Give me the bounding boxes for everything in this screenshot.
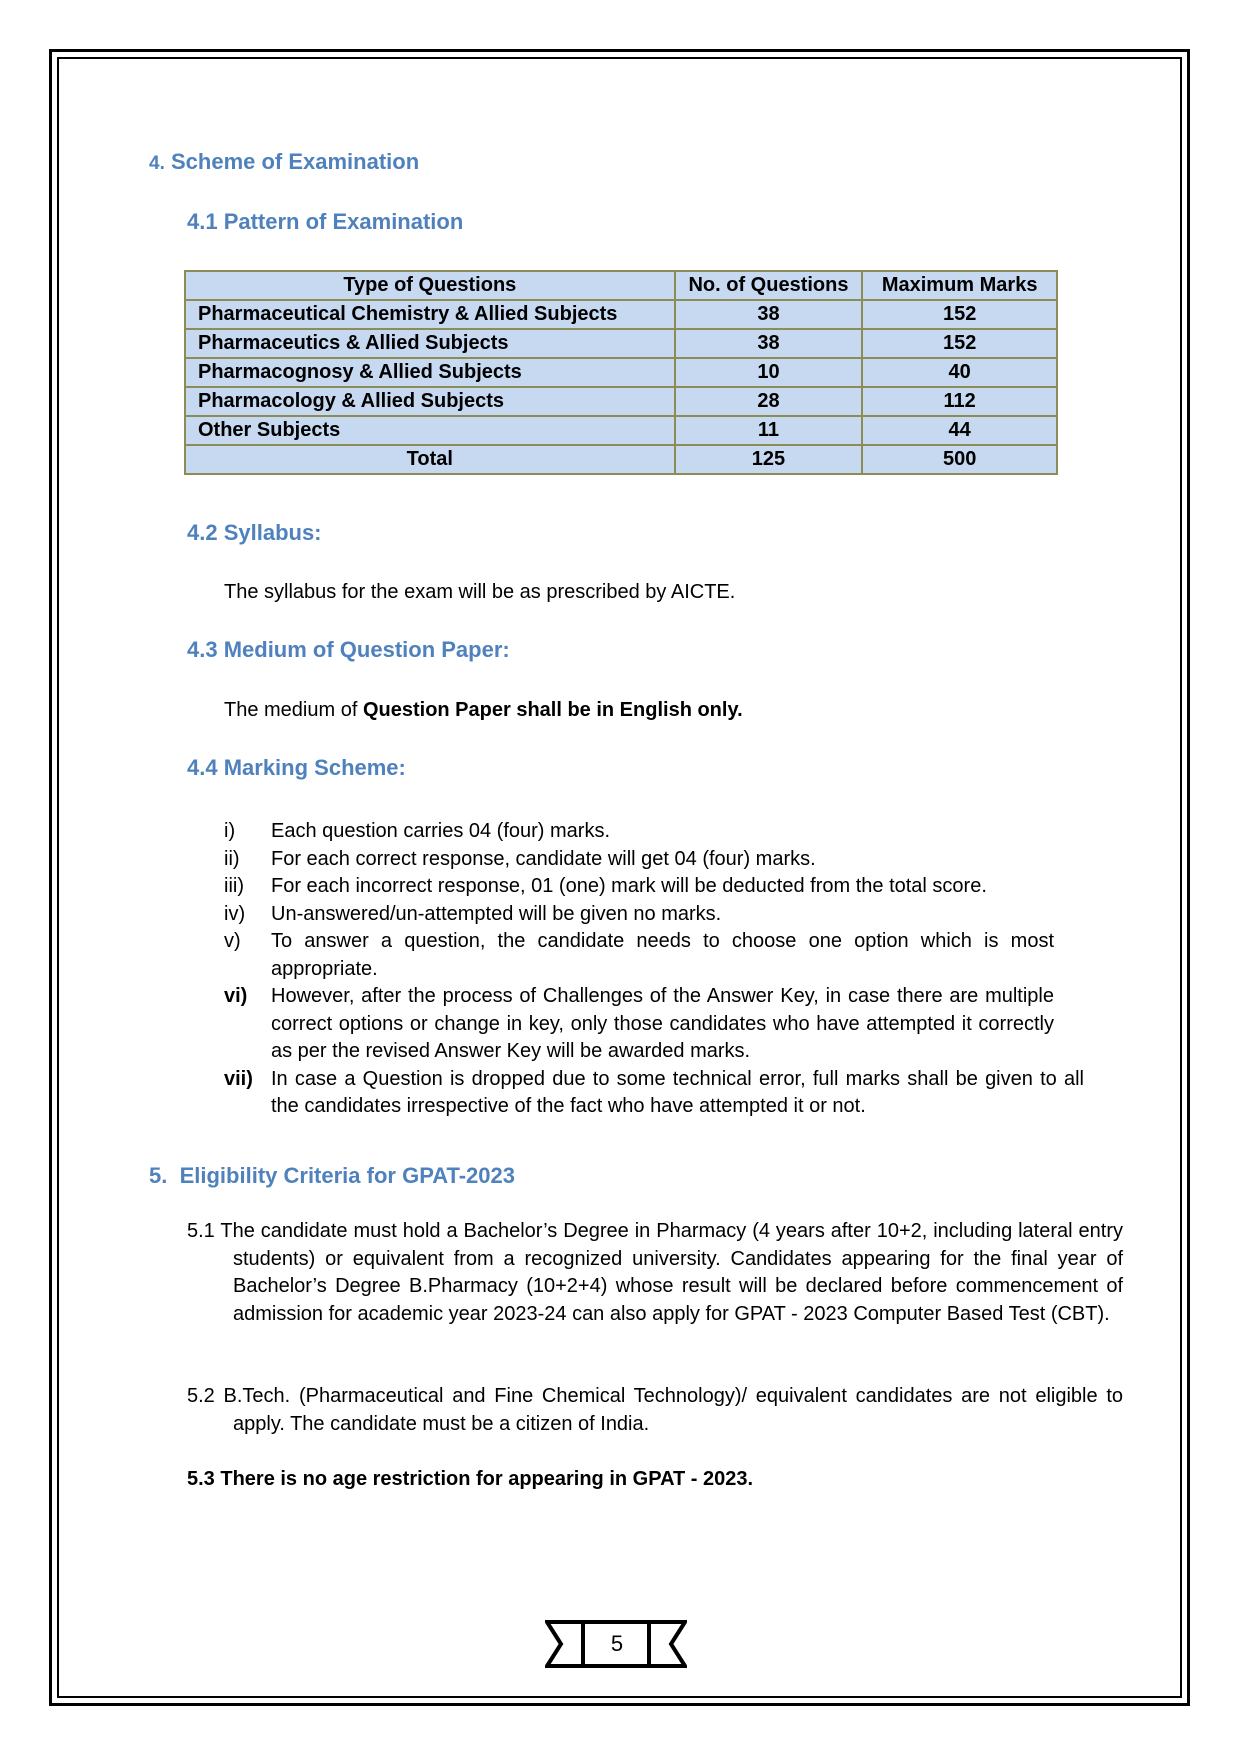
question-count: 38 (675, 329, 863, 358)
question-type: Pharmaceutical Chemistry & Allied Subjects (185, 300, 675, 329)
item-number: vi) (224, 985, 248, 1007)
item-number: i) (224, 820, 236, 842)
marking-heading: 4.4 Marking Scheme: (187, 755, 406, 780)
page-number: 5 (610, 1631, 624, 1656)
list-item (224, 846, 1084, 874)
question-count: 11 (675, 416, 863, 445)
list-item (224, 1066, 1084, 1121)
table-row (185, 387, 1057, 416)
max-marks: 152 (862, 300, 1057, 329)
medium-text-bold: Question Paper shall be in English only. (362, 699, 743, 721)
item-text: Un-answered/un-attempted will be given no marks. (271, 902, 722, 925)
section-4-title: Scheme of Examination (170, 149, 420, 174)
medium-heading: 4.3 Medium of Question Paper: (187, 637, 510, 662)
item-number: iii) (224, 875, 244, 897)
table-row (185, 358, 1057, 387)
question-count: 10 (675, 358, 863, 387)
table-row (185, 329, 1057, 358)
section-5-heading (149, 1163, 515, 1189)
column-header: Maximum Marks (862, 271, 1057, 300)
max-marks: 44 (862, 416, 1057, 445)
item-text: For each correct response, candidate will get 04 (four) marks. (271, 847, 816, 870)
item-text: However, after the process of Challenges of the Answer Key, in case there are multiple correct options or change in key, only those candidates who have attempted it correctly as per the revised Answer Key will be awarded marks. (271, 985, 1054, 1062)
question-type: Other Subjects (185, 416, 675, 445)
list-item (224, 818, 1084, 846)
section-5-title: Eligibility Criteria for GPAT-2023 (179, 1163, 515, 1188)
item-text: Each question carries 04 (four) marks. (271, 820, 611, 842)
item-text: To answer a question, the candidate needs to choose one option which is most appropriate. (271, 930, 1054, 980)
table-total-row (185, 445, 1057, 474)
item-number: vii) (224, 1067, 253, 1090)
syllabus-text: The syllabus for the exam will be as prescribed by AICTE. (224, 581, 736, 603)
pattern-heading: 4.1 Pattern of Examination (187, 209, 464, 234)
medium-text (224, 696, 743, 724)
marking-list (224, 818, 1084, 1121)
section-4-number: 4. (149, 153, 165, 174)
max-marks: 112 (862, 387, 1057, 416)
column-header: No. of Questions (675, 271, 863, 300)
total-marks: 500 (862, 445, 1057, 474)
item-number: ii) (224, 847, 240, 870)
column-header: Type of Questions (185, 271, 675, 300)
table-row (185, 300, 1057, 329)
list-item (224, 983, 1084, 1066)
eligibility-item-3: 5.3 There is no age restriction for appearing in GPAT - 2023. (187, 1468, 754, 1490)
item-text: In case a Question is dropped due to some technical error, full marks shall be given to all the candidates irrespective of the fact who have attempted it or not. (271, 1067, 1084, 1117)
section-4-heading (149, 149, 419, 175)
question-type: Pharmacognosy & Allied Subjects (185, 358, 675, 387)
syllabus-heading: 4.2 Syllabus: (187, 520, 322, 545)
item-number: v) (224, 930, 241, 952)
question-type: Pharmaceutics & Allied Subjects (185, 329, 675, 358)
medium-text-prefix: The medium of (224, 699, 363, 721)
total-questions: 125 (675, 445, 863, 474)
eligibility-item-1: 5.1 The candidate must hold a Bachelor’s Degree in Pharmacy (4 years after 10+2, including lateral entry students) or equivalent from a recognized university. Candidates appearing for the final year of Bachelor’s Degree B.Pharmacy (10+2+4) whose result will be declared before commencement of admission for academic year 2023-24 can also apply for GPAT - 2023 Computer Based Test (CBT). (187, 1220, 1123, 1325)
eligibility-item-2: 5.2 B.Tech. (Pharmaceutical and Fine Chemical Technology)/ equivalent candidates are not eligible to apply. The candidate must be a citizen of India. (187, 1385, 1123, 1435)
item-number: iv) (224, 902, 246, 925)
section-5-number: 5. (149, 1163, 168, 1188)
list-item (224, 928, 1084, 983)
max-marks: 152 (862, 329, 1057, 358)
list-item (224, 873, 1084, 901)
question-count: 38 (675, 300, 863, 329)
pattern-table (184, 270, 1058, 475)
list-item (224, 901, 1084, 929)
question-type: Pharmacology & Allied Subjects (185, 387, 675, 416)
item-text: For each incorrect response, 01 (one) mark will be deducted from the total score. (271, 875, 987, 897)
table-header-row (185, 271, 1057, 300)
max-marks: 40 (862, 358, 1057, 387)
table-row (185, 416, 1057, 445)
total-label: Total (185, 445, 675, 474)
question-count: 28 (675, 387, 863, 416)
